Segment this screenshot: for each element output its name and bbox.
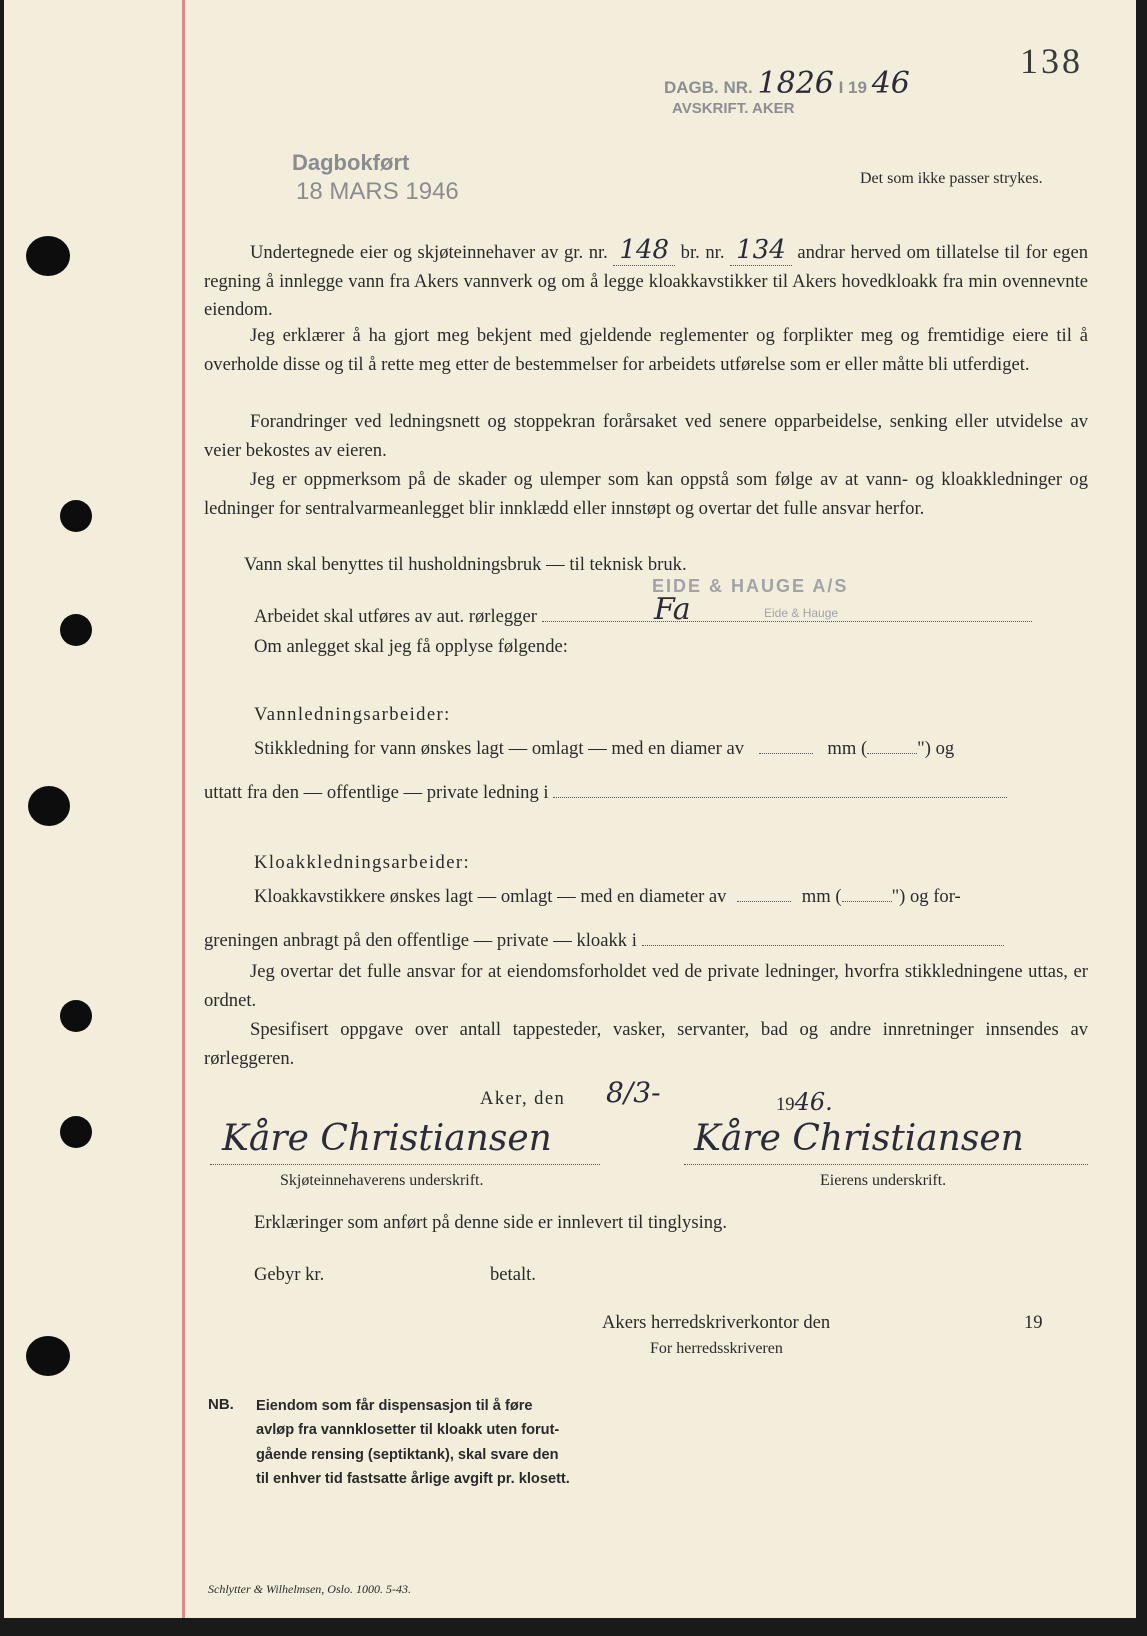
gr-nr-value: 148 [613, 235, 675, 266]
closing-paragraph-2 [204, 1016, 1088, 1073]
water-line-1-text: Stikkledning for vann ønskes lagt — omlagt — med en diamer av [254, 738, 745, 759]
stamp-prefix: DAGB. NR. [664, 78, 753, 97]
water-diameter-field [759, 752, 813, 754]
intro-text-p3: Forandringer ved ledningsnett og stoppekran forårsaket ved senere opparbeidelse, senking eller utvidelse av veier bekostes av eieren. [204, 411, 1088, 461]
nb-label: NB. [208, 1396, 234, 1413]
stamp-year: 46 [871, 66, 910, 101]
water-pipe-field [553, 796, 1007, 798]
office-line: Akers herredskriverkontor den [602, 1312, 831, 1333]
water-heading: Vannledningsarbeider: [254, 704, 451, 725]
nb-line-2: avløp fra vannklosetter til kloakk uten forut- [256, 1422, 560, 1439]
sewer-line-1-mm: mm ( [801, 886, 842, 907]
page-number: 138 [1020, 41, 1083, 81]
br-nr-value: 134 [730, 235, 792, 266]
intro-text-2: br. nr. [680, 242, 725, 263]
punch-hole [26, 1336, 70, 1376]
plumber-handwriting: Fa [654, 592, 691, 627]
closing-text-1: Jeg overtar det fulle ansvar for at eiendomsforholdet ved de private ledninger, hvorfra stikkledningene uttas, er ordnet. [204, 961, 1088, 1011]
nb-note [256, 1394, 570, 1491]
plumber-signature-stamp: Eide & Hauge [764, 606, 839, 620]
signature-line-right [684, 1164, 1088, 1165]
punch-hole [60, 500, 92, 532]
info-line: Om anlegget skal jeg få opplyse følgende: [254, 636, 568, 657]
year-handwritten: 46. [794, 1088, 833, 1116]
handwritten-date: 8/3- [606, 1076, 661, 1109]
office-year: 19 [1024, 1312, 1043, 1333]
owner-deed-signature: Kåre Christiansen [222, 1118, 552, 1159]
punch-hole [26, 236, 70, 276]
signature-line-left [210, 1164, 600, 1165]
nb-line-1: Eiendom som får dispensasjon til å føre [256, 1398, 533, 1414]
document-page [4, 0, 1136, 1618]
intro-paragraph-2 [204, 322, 1088, 379]
sewer-pipe-field [642, 944, 1004, 946]
stamp-number: 1826 [757, 66, 834, 101]
owner-signature: Kåre Christiansen [694, 1118, 1024, 1159]
paid-label: betalt. [490, 1264, 536, 1285]
year-printed [776, 1088, 833, 1116]
plumber-line [254, 606, 1032, 628]
punch-hole [28, 786, 70, 826]
intro-paragraph-1 [204, 236, 1088, 325]
intro-text-p2: Jeg erklærer å ha gjort meg bekjent med gjeldende reglementer og forplikter meg og fremtidige eiere til å overholde disse og til å rette meg etter de bestemmelser for arbeidets utførelse som er eller måtte bli utferdiget. [204, 325, 1088, 375]
usage-line: Vann skal benyttes til husholdningsbruk — til teknisk bruk. [244, 554, 687, 575]
punch-hole [60, 1000, 92, 1032]
strike-note: Det som ikke passer strykes. [860, 170, 1043, 187]
plumber-dotted-field [542, 620, 1032, 622]
sewer-heading: Kloakkledningsarbeider: [254, 852, 471, 873]
sewer-line-1-end: ") og for- [891, 886, 961, 907]
nb-line-4: til enhver tid fastsatte årlige avgift pr. klosett. [256, 1470, 570, 1487]
water-inch-field [867, 752, 917, 754]
closing-text-2: Spesifisert oppgave over antall tappesteder, vasker, servanter, bad og andre innretninger innsendes av rørleggeren. [204, 1019, 1088, 1069]
deed-holder-signature-label: Skjøteinnehaverens underskrift. [280, 1172, 484, 1189]
intro-paragraph-4 [204, 466, 1088, 523]
margin-rule [182, 0, 185, 1618]
intro-paragraph-3 [204, 408, 1088, 465]
plumber-company-stamp: EIDE & HAUGE A/S [652, 576, 849, 596]
intro-text-1: Undertegnede eier og skjøteinnehaver av gr. nr. [250, 242, 608, 263]
registration-statement: Erklæringer som anført på denne side er innlevert til tinglysing. [254, 1212, 727, 1233]
avskrift-stamp: AVSKRIFT. AKER [672, 100, 795, 117]
for-herredsskriveren: For herredsskriveren [650, 1340, 783, 1357]
stamp-year-prefix: I 19 [838, 78, 867, 97]
year-printed-text: 19 [776, 1094, 795, 1115]
water-line-1-mm: mm ( [827, 738, 868, 759]
dagbok-number-stamp [664, 66, 910, 101]
sewer-line-1-text: Kloakkavstikkere ønskes lagt — omlagt — med en diameter av [254, 886, 727, 907]
punch-hole [60, 614, 92, 646]
sewer-line-2-text: greningen anbragt på den offentlige — private — kloakk i [204, 930, 637, 951]
intro-text-3: andrar herved om tillatelse til for egen regning å innlegge vann fra Akers vannverk og om å legge kloakkavstikker til Akers hovedkloakk fra min ovennevnte eiendom. [204, 242, 1089, 321]
intro-text-p4: Jeg er oppmerksom på de skader og ulemper som kan oppstå som følge av at vann- og kloakkledninger og ledninger for sentralvarmeanlegget blir innklædd eller innstøpt og overtar det fulle ansvar herfor. [204, 469, 1088, 519]
water-line-1-end: ") og [917, 738, 955, 759]
nb-line-3: gående rensing (septiktank), skal svare den [256, 1446, 559, 1463]
water-line-1 [254, 738, 954, 760]
sewer-line-1 [254, 886, 961, 908]
printer-imprint: Schlytter & Wilhelmsen, Oslo. 1000. 5-43. [208, 1582, 411, 1596]
plumber-label: Arbeidet skal utføres av aut. rørlegger [254, 606, 537, 627]
water-line-2-text: uttatt fra den — offentlige — private ledning i [204, 782, 549, 803]
fee-label: Gebyr kr. [254, 1264, 325, 1285]
owner-signature-label: Eierens underskrift. [820, 1172, 947, 1189]
place-label: Aker, den [480, 1088, 566, 1109]
dagbokfort-stamp-label: Dagbokført [292, 150, 410, 175]
sewer-diameter-field [737, 900, 791, 902]
sewer-line-2 [204, 930, 1004, 952]
water-line-2 [204, 782, 1007, 804]
sewer-inch-field [842, 900, 892, 902]
closing-paragraph-1 [204, 958, 1088, 1015]
punch-hole [60, 1116, 92, 1148]
dagbokfort-stamp-date: 18 MARS 1946 [296, 178, 459, 205]
